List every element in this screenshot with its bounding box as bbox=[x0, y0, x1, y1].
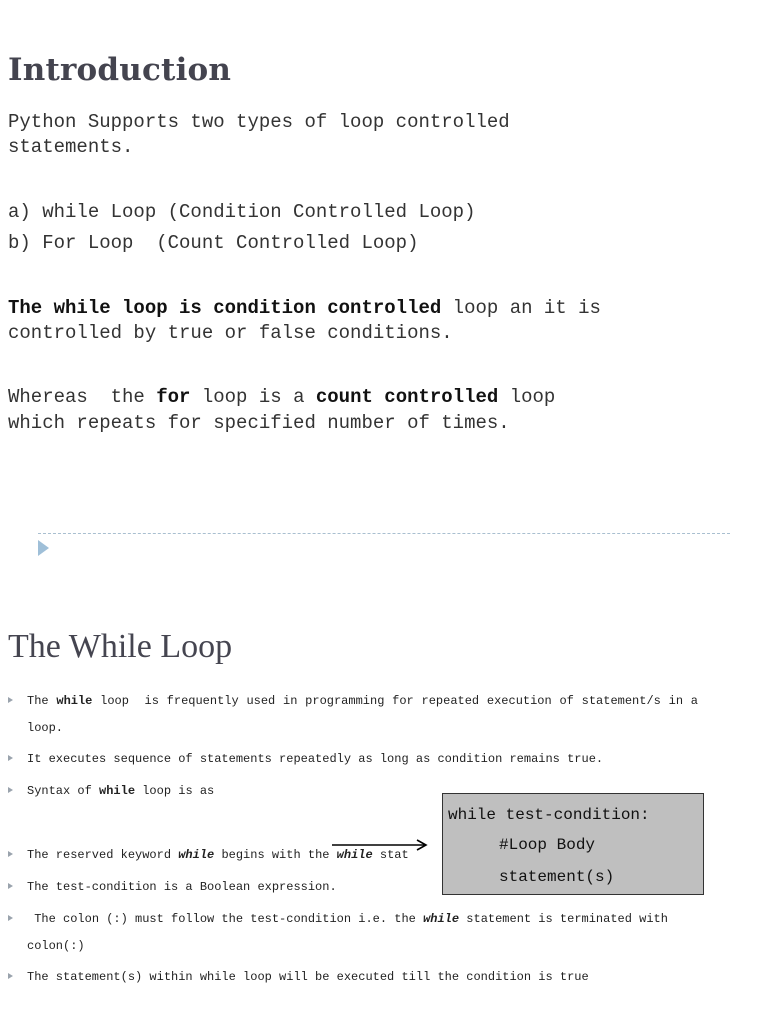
bullet-text-part: The bbox=[27, 694, 57, 708]
for-definition-pre: Whereas the bbox=[8, 386, 157, 408]
for-keyword: for bbox=[156, 386, 191, 408]
bullet-text: The test-condition is a Boolean expression. bbox=[27, 880, 337, 894]
bullet-text-part: loop is as bbox=[135, 784, 215, 798]
bullet-text-part: The colon (:) must follow the test-condition i.e. the bbox=[27, 912, 424, 926]
bullet-text: The statement(s) within while loop will be executed till the condition is true bbox=[27, 970, 589, 984]
bullet-item-1 bbox=[8, 688, 706, 742]
for-definition-post: loop bbox=[498, 386, 556, 408]
bullet-triangle-icon bbox=[8, 973, 13, 979]
bullet-text-part: statement is terminated with colon(:) bbox=[27, 912, 676, 953]
bullet-triangle-icon bbox=[8, 851, 13, 857]
while-keyword: while bbox=[178, 848, 215, 862]
slide-arrow-icon[interactable] bbox=[38, 540, 49, 556]
bullet-text-part: stat bbox=[372, 848, 409, 862]
while-definition-rest: loop an it is bbox=[441, 297, 601, 319]
count-controlled-bold: count controlled bbox=[315, 386, 499, 408]
for-definition-mid: loop is a bbox=[190, 386, 316, 408]
bullet-text: It executes sequence of statements repeatedly as long as condition remains true. bbox=[27, 752, 604, 766]
bullet-text bbox=[27, 688, 706, 742]
bullet-triangle-icon bbox=[8, 697, 13, 703]
bullet-item-2 bbox=[8, 746, 698, 773]
while-loop-title: The While Loop bbox=[8, 628, 233, 665]
while-keyword: while bbox=[336, 848, 373, 862]
bullet-text bbox=[27, 906, 698, 960]
while-definition-line-1 bbox=[8, 295, 601, 321]
while-keyword: while bbox=[99, 784, 136, 798]
intro-line-1: Python Supports two types of loop controlled bbox=[8, 111, 510, 133]
while-keyword: while bbox=[423, 912, 460, 926]
bullet-text-part: The reserved keyword bbox=[27, 848, 179, 862]
bullet-item-6 bbox=[8, 906, 698, 960]
bullet-triangle-icon bbox=[8, 915, 13, 921]
bullet-triangle-icon bbox=[8, 787, 13, 793]
for-definition-line-1 bbox=[8, 384, 555, 410]
intro-title: Introduction bbox=[8, 52, 232, 88]
syntax-line-1: while test-condition: bbox=[448, 806, 650, 824]
while-definition-line-2: controlled by true or false conditions. bbox=[8, 322, 453, 344]
bullet-triangle-icon bbox=[8, 755, 13, 761]
right-arrow-icon bbox=[332, 838, 428, 852]
while-keyword: while bbox=[56, 694, 93, 708]
bullet-text-part: Syntax of bbox=[27, 784, 100, 798]
for-definition-line-2: which repeats for specified number of times. bbox=[8, 412, 510, 434]
intro-line-2: statements. bbox=[8, 136, 134, 158]
slide-divider bbox=[38, 533, 730, 534]
syntax-line-2: #Loop Body bbox=[499, 836, 596, 854]
bullet-text-part: loop is frequently used in programming for repeated execution of statement/s in a loop. bbox=[27, 694, 706, 735]
loop-type-a: a) while Loop (Condition Controlled Loop) bbox=[8, 201, 476, 223]
bullet-triangle-icon bbox=[8, 883, 13, 889]
loop-type-b: b) For Loop (Count Controlled Loop) bbox=[8, 232, 419, 254]
bullet-item-7 bbox=[8, 964, 698, 991]
syntax-box bbox=[442, 793, 704, 895]
syntax-line-3: statement(s) bbox=[499, 868, 615, 886]
while-definition-bold: The while loop is condition controlled bbox=[8, 297, 442, 319]
bullet-text-part: begins with the bbox=[214, 848, 337, 862]
